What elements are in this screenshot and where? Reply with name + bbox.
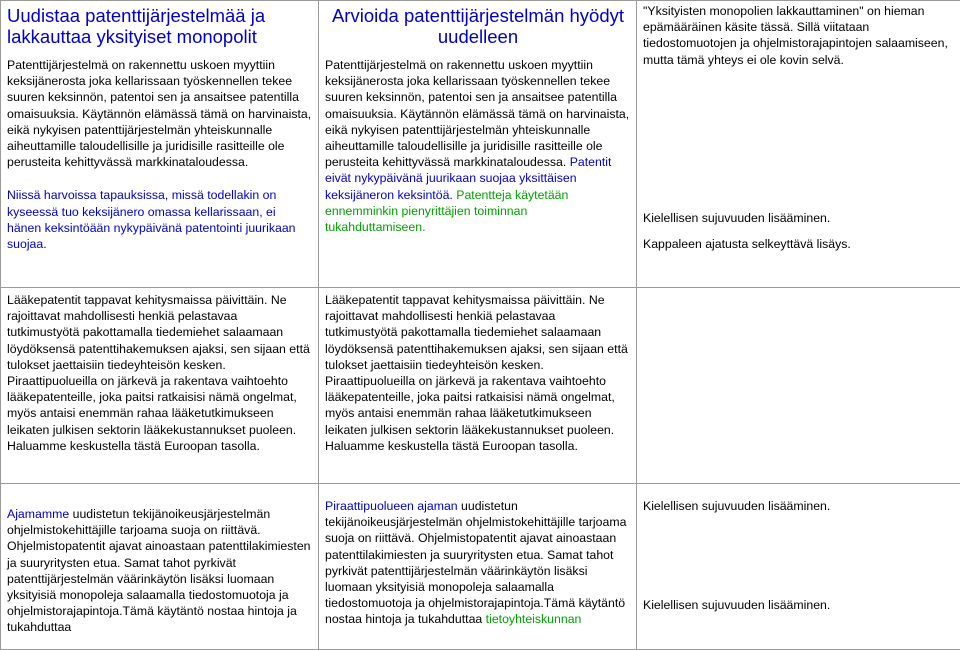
paragraph-software-patents [7,506,313,636]
column-title-left: Uudistaa patenttijärjestelmää ja lakkauttaa yksityiset monopolit [7,5,313,47]
cell-r3-c2 [319,484,637,650]
cell-r2-c3 [637,288,960,484]
paragraph-inventor-protection: Niissä harvoissa tapauksissa, missä todellakin on kyseessä tuo keksijänero omassa kellarissaan, ei hänen keksintöään nykypäivänä patentointi juurikaan suojaa. [7,187,313,252]
comment-monopoly-note: "Yksityisten monopolien lakkauttaminen" on hieman epämääräinen käsite tässä. Sillä viitataan tiedostomuotojen ja ohjelmistorajapintojen salaamiseen, mutta tämä yhteys ei ole kovin selvä. [643,3,955,68]
paragraph-patent-myth: Patenttijärjestelmä on rakennettu uskoen myyttiin keksijänerosta joka kellarissaan työskennellen tekee suuren keksinnön, patentoi sen ja ansaitsee patentilla omaisuuksia. Käytännön elämässä tämä on harvinaista, eikä nykyisen patenttijärjestelmän yhteiskunnalle aiheuttamille taloudellisille ja juridisille rasitteille ole perusteita kehittyvässä markkinataloudessa. [7,57,313,170]
cell-r1-c2 [319,1,637,288]
column-title-middle: Arvioida patenttijärjestelmän hyödyt uudelleen [325,5,631,47]
text-blue-change: Patentit eivät nykypäivänä juurikaan suojaa yksittäisen keksijäneron keksintöä. [325,155,611,201]
cell-r3-c1 [1,484,319,650]
cell-r2-c2 [319,288,637,484]
table-row [1,1,960,288]
comment-fluency: Kielellisen sujuvuuden lisääminen. [643,498,955,514]
text-plain: uudistetun tekijänoikeusjärjestelmän ohjelmistokehittäjille tarjoama suoja on riittävä. Ohjelmistopatentit ajavat ainoastaan patenttilakimiesten ja suuryritysten etua. Samat tahot pyrkivät patenttijärjestelmän väärinkäytön lisäksi luomaan yksityisiä monopoleja salaamalla tiedostomuotoja ja ohjelmistorajapintoja.Tämä käytäntö nostaa hintoja ja tukahduttaa [325,499,626,626]
text-plain: Patenttijärjestelmä on rakennettu uskoen myyttiin keksijänerosta joka kellarissaan työskennellen tekee suuren keksinnön, patentoi sen ja ansaitsee patentilla omaisuuksia. Käytännön elämässä tämä on harvinaista, eikä nykyisen patenttijärjestelmän yhteiskunnalle aiheuttamille taloudellisille ja juridisille rasitteille ole perusteita kehittyvässä markkinataloudessa. [325,58,629,169]
table-row [1,484,960,650]
text-blue-word: Ajamamme [7,507,69,521]
text-green-change: tietoyhteiskunnan [486,612,582,626]
paragraph-drug-patents: Lääkepatentit tappavat kehitysmaissa päivittäin. Ne rajoittavat mahdollisesti henkiä pelastavaa tutkimustyötä pakottamalla tiedemiehet salaamaan löydöksensä patenttihakemuksen ajaksi, sen sijaan että tulokset jaettaisiin tiedeyhteisön kesken. Piraattipuolueilla on järkevä ja rakentava vaihtoehto lääkepatenteille, joka paitsi ratkaisisi nämä ongelmat, myös antaisi enemmän rahaa lääketutkimukseen leikaten julkisen sektorin lääkekustannukset puoleen. Haluamme keskustella tästä Euroopan tasolla. [7,292,313,454]
paragraph-software-patents-revised [325,498,631,628]
cell-r3-c3 [637,484,960,650]
table-row [1,288,960,484]
comment-clarity: Kappaleen ajatusta selkeyttävä lisäys. [643,236,955,252]
cell-r1-c3 [637,1,960,288]
comment-fluency: Kielellisen sujuvuuden lisääminen. [643,210,955,226]
text-plain: uudistetun tekijänoikeusjärjestelmän ohjelmistokehittäjille tarjoama suoja on riittävä. Ohjelmistopatentit ajavat ainoastaan patenttilakimiesten ja suuryritysten etua. Samat tahot pyrkivät patenttijärjestelmän väärinkäytön lisäksi luomaan yksityisiä monopoleja salaamalla tiedostomuotoja ja ohjelmistorajapintoja.Tämä käytäntö nostaa hintoja ja tukahduttaa [7,507,311,634]
cell-r2-c1 [1,288,319,484]
paragraph-drug-patents-revised: Lääkepatentit tappavat kehitysmaissa päivittäin. Ne rajoittavat mahdollisesti henkiä pelastavaa tutkimustyötä pakottamalla tiedemiehet salaamaan löydöksensä patenttihakemuksen ajaksi, sen sijaan että tulokset jaettaisiin tiedeyhteisön kesken. Piraattipuolueilla on järkevä ja rakentava vaihtoehto lääkepatenteille, joka paitsi ratkaisisi nämä ongelmat, myös antaisi enemmän rahaa lääketutkimukseen leikaten julkisen sektorin lääkekustannukset puoleen. Haluamme keskustella tästä Euroopan tasolla. [325,292,631,454]
text-blue-change: Piraattipuolueen ajaman [325,499,458,513]
text-green-change: Patentteja käytetään ennemminkin pienyrittäjien toiminnan tukahduttamiseen. [325,188,568,234]
comment-fluency: Kielellisen sujuvuuden lisääminen. [643,597,955,613]
cell-r1-c1 [1,1,319,288]
paragraph-patent-myth-revised [325,57,631,235]
